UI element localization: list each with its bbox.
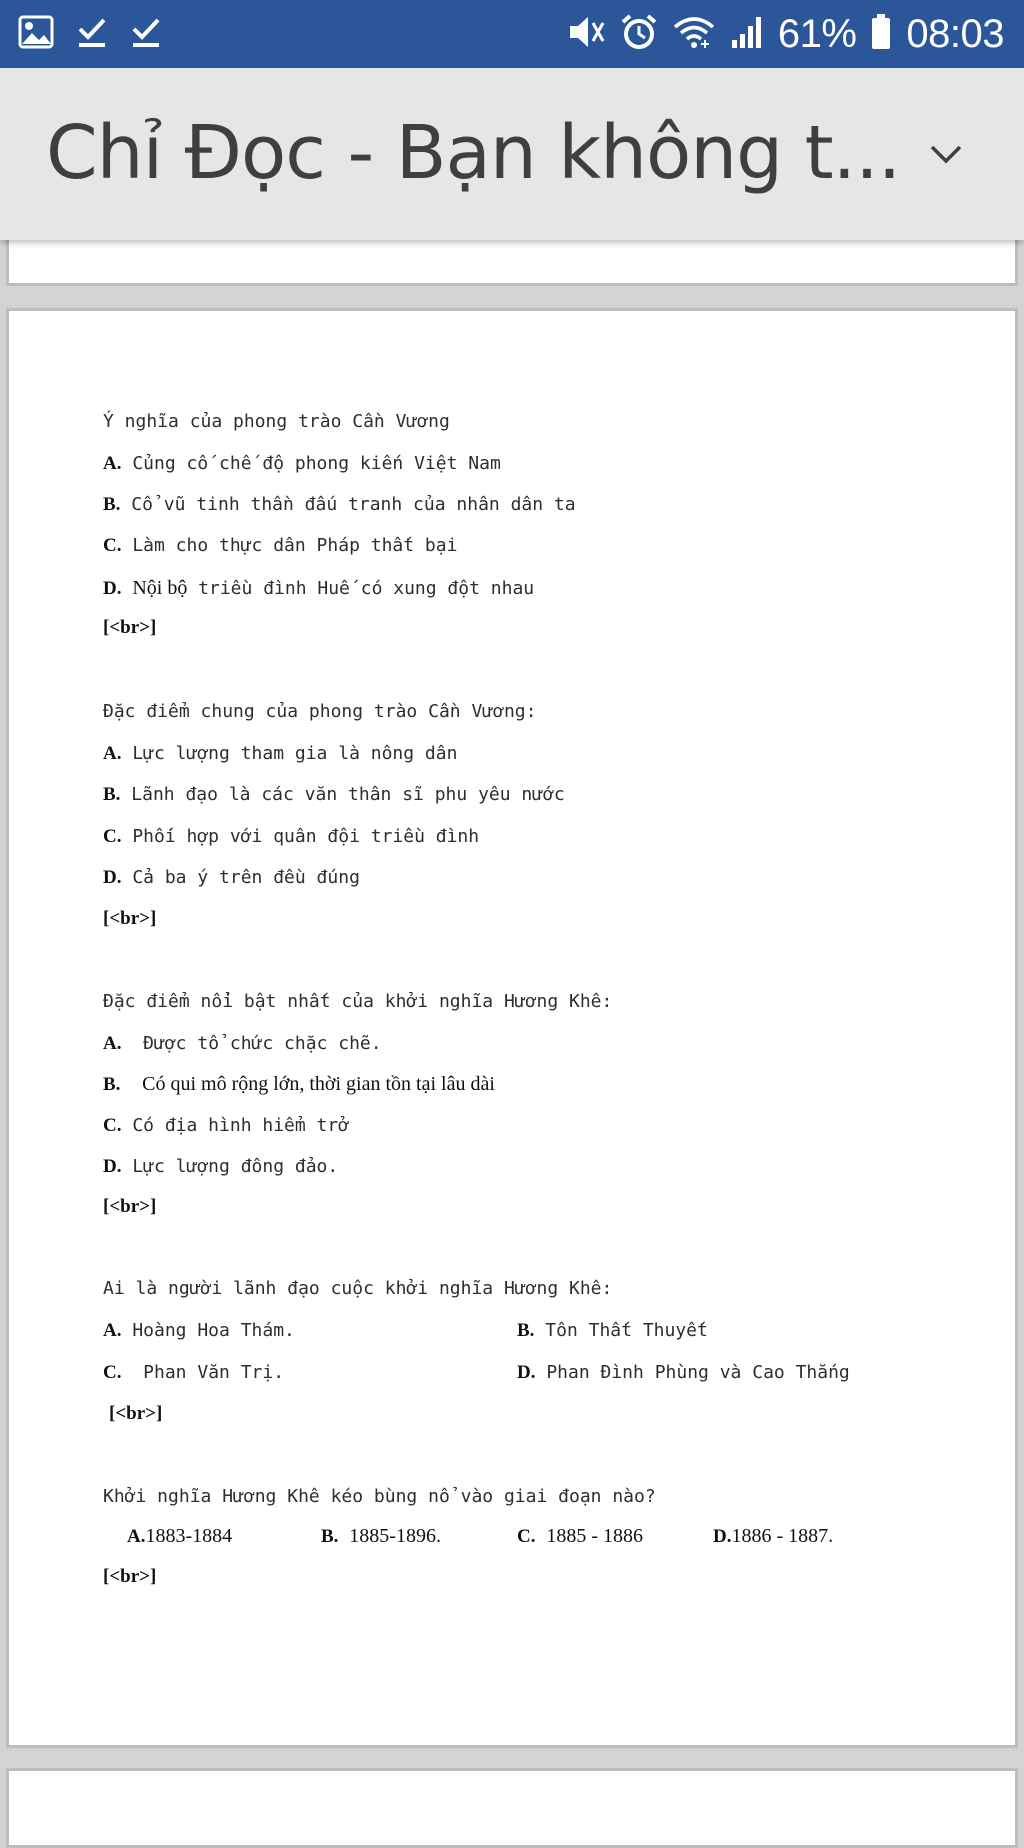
mute-icon: [566, 13, 606, 56]
document-page: [6, 308, 1018, 1748]
q5-option-a: A.1883-1884: [127, 1525, 233, 1547]
q5-option-c: C. 1885 - 1886: [517, 1525, 643, 1547]
q2-option-b: B. Lãnh đạo là các văn thân sĩ phu yêu nước: [103, 784, 565, 805]
q4-option-d: D. Phan Đình Phùng và Cao Thắng: [517, 1362, 850, 1383]
q2-option-a: A. Lực lượng tham gia là nông dân: [103, 743, 458, 764]
q3-option-d: D. Lực lượng đông đảo.: [103, 1156, 339, 1177]
q1-br-tag: [<br>]: [103, 617, 157, 638]
wifi-icon: [672, 13, 716, 56]
question-2: Đặc điểm chung của phong trào Cần Vương:: [103, 701, 537, 722]
q3-option-a: A. Được tổ chức chặc chẽ.: [103, 1033, 382, 1054]
q1-option-c: C. Làm cho thực dân Pháp thất bại: [103, 535, 458, 556]
status-right: [566, 10, 1004, 58]
q4-option-b: B. Tôn Thất Thuyết: [517, 1320, 708, 1341]
alarm-icon: [620, 13, 658, 56]
q5-option-d: D.1886 - 1887.: [713, 1525, 834, 1547]
status-left-icons: [18, 14, 162, 54]
q2-option-c: C. Phối hợp với quân đội triều đình: [103, 826, 480, 847]
chevron-down-icon[interactable]: [928, 142, 964, 166]
question-1: Ý nghĩa của phong trào Cần Vương: [103, 411, 450, 432]
q4-option-c: C. Phan Văn Trị.: [103, 1362, 285, 1383]
title-bar: [0, 68, 1024, 240]
q1-option-d: D. Nội bộ triều đình Huế có xung đột nhau: [103, 577, 535, 599]
q5-br-tag: [<br>]: [103, 1566, 157, 1587]
battery-icon: [870, 13, 892, 56]
check-icon: [76, 15, 108, 54]
question-5: Khởi nghĩa Hương Khê kéo bùng nổ vào giai đoạn nào?: [103, 1486, 656, 1507]
question-3: Đặc điểm nổi bật nhất của khởi nghĩa Hương Khê:: [103, 991, 613, 1012]
clock: 08:03: [906, 11, 1004, 56]
q5-option-b: B. 1885-1896.: [321, 1525, 441, 1547]
q1-option-a: A. Củng cố chế độ phong kiến Việt Nam: [103, 453, 501, 474]
q3-br-tag: [<br>]: [103, 1196, 157, 1217]
battery-percent: 61%: [777, 11, 857, 56]
q4-option-a: A. Hoàng Hoa Thám.: [103, 1320, 295, 1341]
next-page: [6, 1768, 1018, 1848]
signal-icon: [730, 14, 764, 55]
check-icon: [130, 15, 162, 54]
document-title[interactable]: Chỉ Đọc - Bạn không t...: [46, 110, 901, 196]
q2-br-tag: [<br>]: [103, 908, 157, 929]
gallery-icon: [18, 15, 54, 54]
q2-option-d: D. Cả ba ý trên đều đúng: [103, 867, 360, 888]
q3-option-c: C. Có địa hình hiểm trở: [103, 1115, 350, 1136]
q3-option-b: B. Có qui mô rộng lớn, thời gian tồn tại lâu dài: [103, 1073, 495, 1095]
question-4: Ai là người lãnh đạo cuộc khởi nghĩa Hương Khê:: [103, 1278, 613, 1299]
q4-br-tag: [<br>]: [109, 1403, 163, 1424]
status-bar: [0, 0, 1024, 68]
q1-option-b: B. Cổ vũ tinh thần đấu tranh của nhân dân ta: [103, 494, 576, 515]
